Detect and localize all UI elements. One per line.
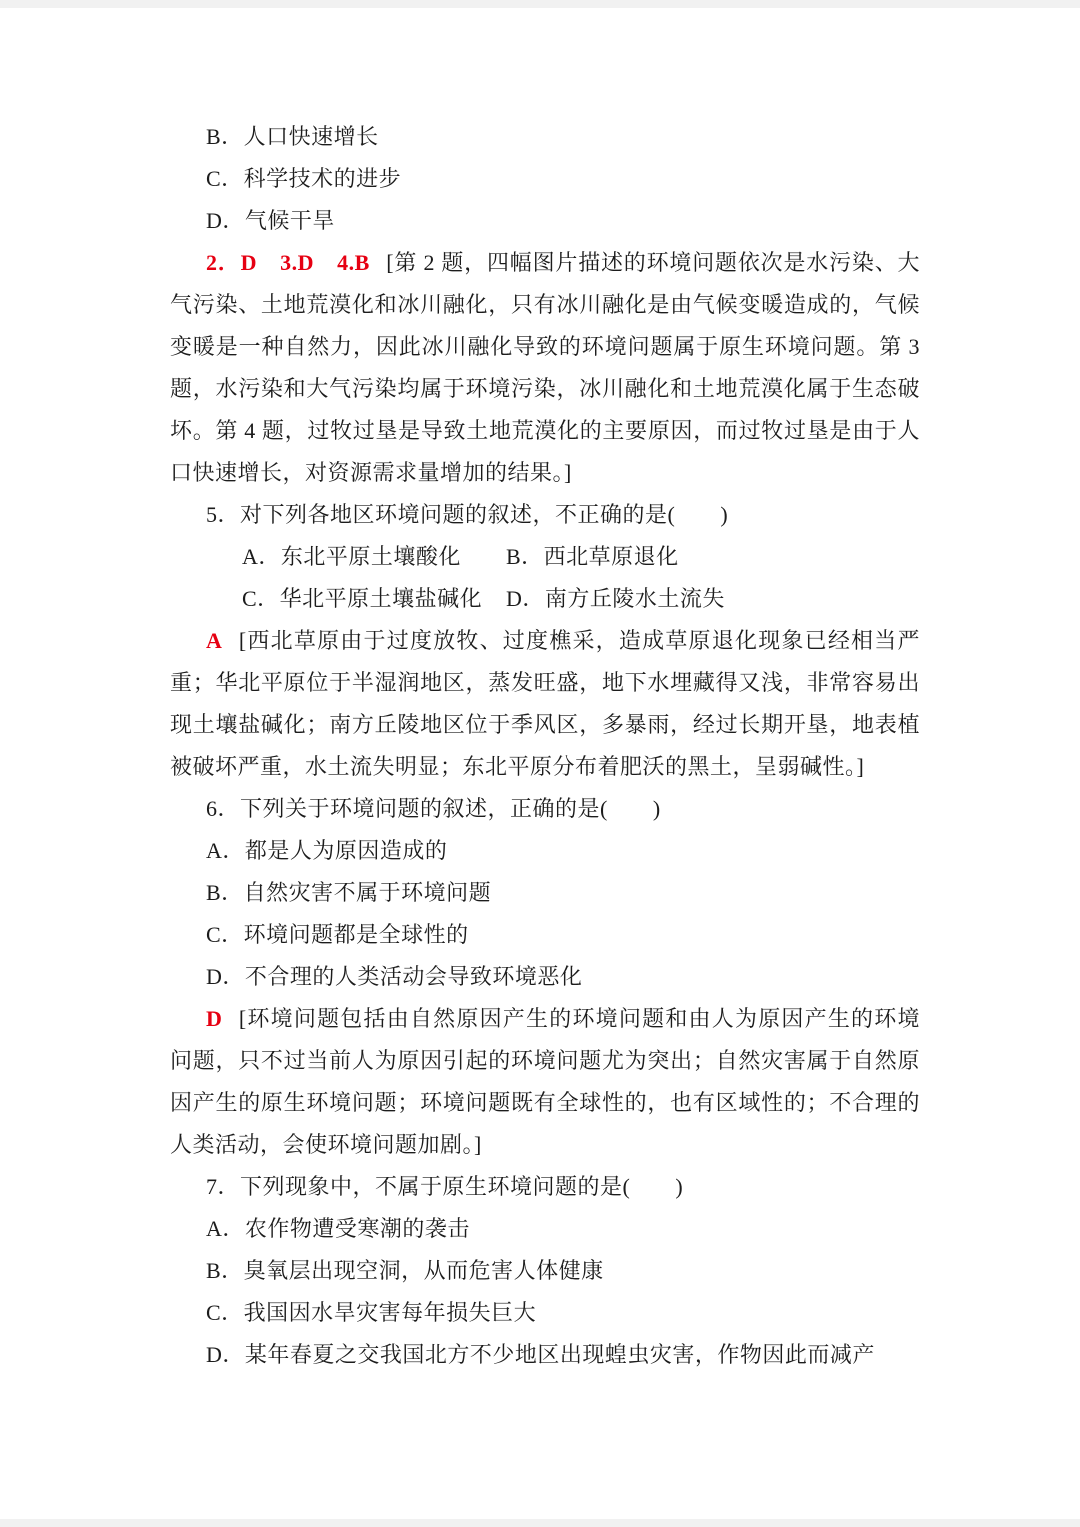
answer-key: 2．D 3.D 4.B <box>206 250 370 275</box>
option-right: B．西北草原退化 <box>506 544 679 569</box>
option-pair <box>170 536 920 578</box>
option-right: D．南方丘陵水土流失 <box>506 586 725 611</box>
answer-key: A <box>206 628 223 653</box>
option-line: C．环境问题都是全球性的 <box>206 922 469 947</box>
answer-text: [第 2 题，四幅图片描述的环境问题依次是水污染、大气污染、土地荒漠化和冰川融化，只有冰川融化是由气候变暖造成的，气候变暖是一种自然力，因此冰川融化导致的环境问题属于原生环境问题。第 3 题，水污染和大气污染均属于环境污染，冰川融化和土地荒漠化属于生态破坏。第 4 题，过牧过垦是导致土地荒漠化的主要原因，而过牧过垦是由于人口快速增长，对资源需求量增加的结果。] <box>170 250 920 485</box>
option-left: A．东北平原土壤酸化 <box>242 544 461 569</box>
answer-key: D <box>206 1006 223 1031</box>
option-line: A．农作物遭受寒潮的袭击 <box>206 1216 470 1241</box>
answer-explanation <box>170 242 920 494</box>
option-line: B．自然灾害不属于环境问题 <box>206 880 492 905</box>
option-left: C．华北平原土壤盐碱化 <box>242 586 483 611</box>
answer-explanation <box>170 998 920 1166</box>
question-line: 7．下列现象中，不属于原生环境问题的是( ) <box>206 1174 684 1199</box>
document-page <box>170 116 920 1376</box>
option-line: C．我国因水旱灾害每年损失巨大 <box>206 1300 537 1325</box>
option-line: C．科学技术的进步 <box>206 166 402 191</box>
option-pair <box>170 578 920 620</box>
answer-text: [环境问题包括由自然原因产生的环境问题和由人为原因产生的环境问题，只不过当前人为原因引起的环境问题尤为突出；自然灾害属于自然原因产生的原生环境问题；环境问题既有全球性的，也有区域性的；不合理的人类活动，会使环境问题加剧。] <box>170 1006 920 1157</box>
option-line: B．人口快速增长 <box>206 124 379 149</box>
option-line: D．某年春夏之交我国北方不少地区出现蝗虫灾害，作物因此而减产 <box>206 1342 875 1367</box>
page-bottom-edge <box>0 1519 1080 1527</box>
answer-text: [西北草原由于过度放牧、过度樵采，造成草原退化现象已经相当严重；华北平原位于半湿润地区，蒸发旺盛，地下水埋藏得又浅，非常容易出现土壤盐碱化；南方丘陵地区位于季风区，多暴雨，经过长期开垦，地表植被破坏严重，水土流失明显；东北平原分布着肥沃的黑土，呈弱碱性。] <box>170 628 920 779</box>
page-top-edge <box>0 0 1080 8</box>
question-line: 5．对下列各地区环境问题的叙述，不正确的是( ) <box>206 502 729 527</box>
answer-explanation <box>170 620 920 788</box>
option-line: B．臭氧层出现空洞，从而危害人体健康 <box>206 1258 604 1283</box>
option-line: D．不合理的人类活动会导致环境恶化 <box>206 964 583 989</box>
option-line: D．气候干旱 <box>206 208 335 233</box>
question-line: 6．下列关于环境问题的叙述，正确的是( ) <box>206 796 661 821</box>
option-line: A．都是人为原因造成的 <box>206 838 448 863</box>
